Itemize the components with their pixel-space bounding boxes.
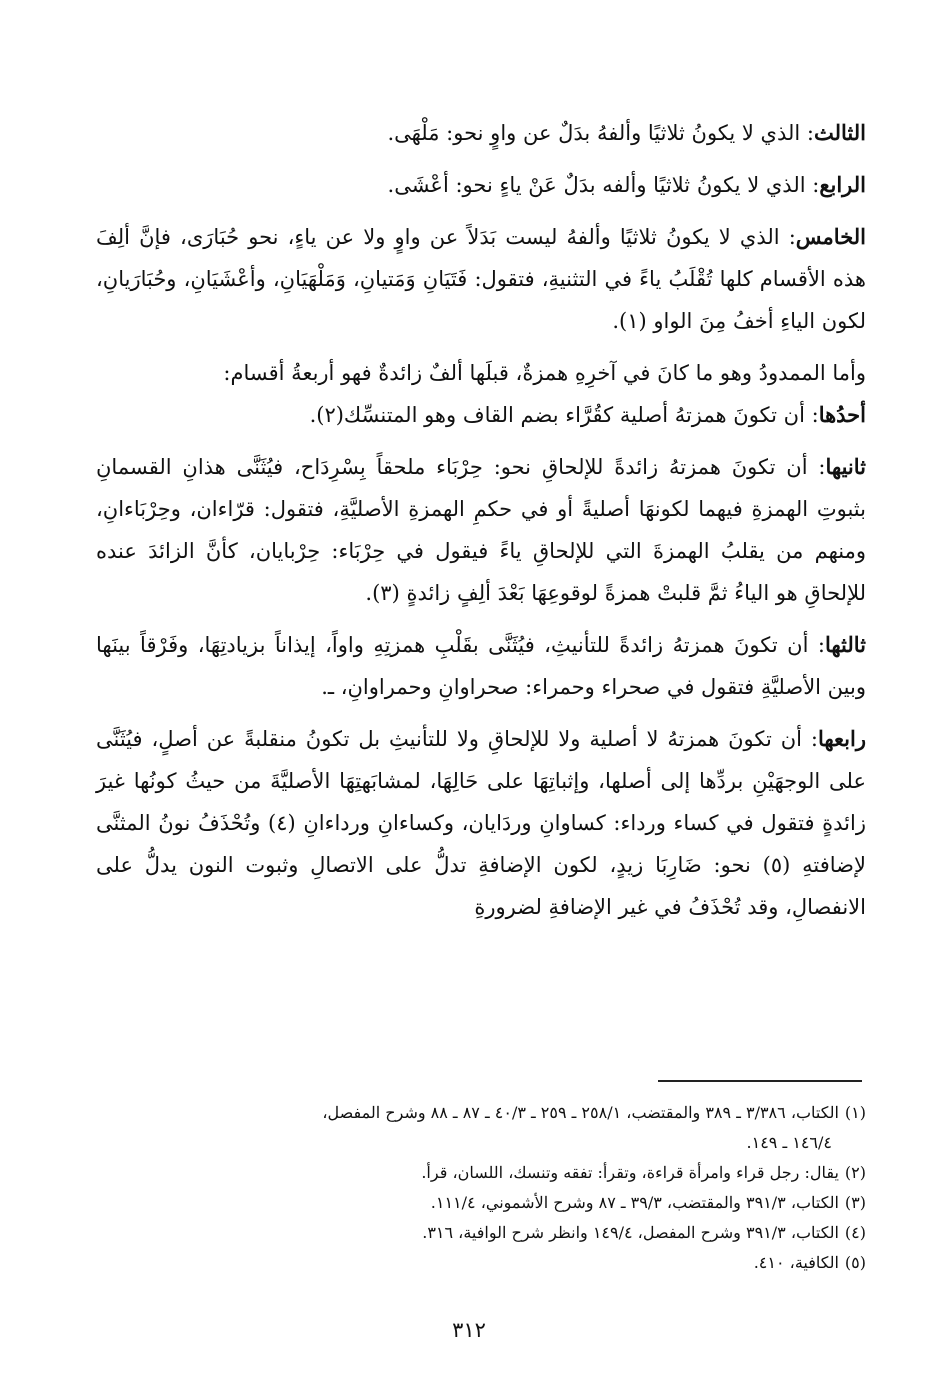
paragraph-first-type bbox=[96, 394, 866, 436]
paragraph-text: : الذي لا يكونُ ثلاثيًا وألفهُ ليست بَدَلاً عن واوٍ ولا عن ياءٍ، نحو حُبَارَى، فإنَّ ألِفَ هذه الأقسام كلها تُقْلَبُ ياءً في التثنيةِ، فتقول: فَتَيَانِ وَمَتيانِ، وَمَلْهَيَانِ، وأعْشَيَانِ، وحُبَارَيانِ، لكون الياءِ أخفُ مِنَ الواو (١). bbox=[96, 225, 866, 333]
paragraph-label: الرابع bbox=[819, 172, 866, 197]
footnote-text: الكتاب، ٣٩١/٣ والمقتضب، ٣٩/٣ ـ ٨٧ وشرح الأشموني، ١١١/٤. bbox=[430, 1193, 839, 1212]
paragraph-fourth-type bbox=[96, 718, 866, 928]
paragraph-label: أحدُها bbox=[818, 402, 866, 427]
footnote-number: (٣) bbox=[844, 1193, 866, 1212]
footnote-number: (٥) bbox=[844, 1253, 866, 1272]
page-number: ٣١٢ bbox=[452, 1318, 486, 1342]
footnote-text: الكتاب، ٣٩١/٣ وشرح المفصل، ١٤٩/٤ وانظر شرح الوافية، ٣١٦. bbox=[422, 1223, 839, 1242]
footnote-number: (٢) bbox=[844, 1163, 866, 1182]
footnote-1 bbox=[140, 1098, 866, 1128]
footnote-divider bbox=[658, 1080, 862, 1082]
paragraph-label: ثانيها bbox=[825, 454, 866, 479]
paragraph-third-type bbox=[96, 624, 866, 708]
paragraph-text: : أن تكونَ همزتهُ زائدةً للتأنيثِ، فيُثَنَّى بقَلْبِ همزتِهِ واواً، إيذاناً بزيادتِهَا، وفَرْقاً بينَها وبين الأصليَّةِ فتقول في صحراء وحمراء: صحراوانِ وحمراوانِ، ـ. bbox=[96, 633, 866, 699]
footnote-5 bbox=[140, 1248, 866, 1278]
footnote-number: (٤) bbox=[844, 1223, 866, 1242]
paragraph-text: : أن تكونَ همزتهُ لا أصلية ولا للإلحاقِ ولا للتأنيثِ بل تكونُ منقلبةً عن أصلٍ، فيُثَنَّى على الوجهَيْنِ بردِّها إلى أصلها، وإثباتِهَا على حَالِهَا، لمشابَهتِهَا الأصليَّةَ من حيثُ كونُها غيرَ زائدةٍ فتقول في كساء ورداء: كساوانِ وردَايان، وكساءانِ ورداءانِ (٤) وتُحْذَفُ نونُ المثنَّى لإضافتهِ (٥) نحو: ضَارِبَا زيدٍ، لكون الإضافةِ تدلُّ على الاتصالِ وثبوت النون يدلُّ على الانفصالِ، وقد تُحْذَفُ في غير الإضافةِ لضرورةِ bbox=[96, 727, 866, 919]
footnote-text: يقال: رجل قراء وامرأة قراءة، وتقرأ: تفقه وتنسك، اللسان، قرأ. bbox=[421, 1163, 839, 1182]
paragraph-fourth bbox=[96, 164, 866, 206]
footnote-1-continuation bbox=[140, 1128, 866, 1158]
footnote-text: الكافية، ٤١٠. bbox=[753, 1253, 839, 1272]
paragraph-second-type bbox=[96, 446, 866, 614]
footnotes bbox=[140, 1098, 866, 1278]
paragraph-text: وأما الممدودُ وهو ما كانَ في آخرِهِ همزةٌ، قبلَها ألفٌ زائدةٌ فهو أربعةُ أقسام: bbox=[223, 361, 866, 385]
footnote-text-continuation: ١٤٦/٤ ـ ١٤٩. bbox=[746, 1133, 832, 1152]
paragraph-text: : الذي لا يكونُ ثلاثيًا وألفهُ بدَلٌ عن واوٍ نحو: مَلْهَى. bbox=[387, 121, 814, 145]
paragraph-text: : أن تكونَ همزتهُ زائدةً للإلحاقِ نحو: حِرْبَاء ملحقاً بِسْرِدَاح، فيُثَنَّى هذانِ القسمانِ بثبوتِ الهمزةِ فيهما لكونهَا أصليةً أو في حكمِ الهمزةِ الأصليَّةِ، فتقول: قرّاءان، وحِرْبَاءانِ، ومنهم من يقلبُ الهمزةَ التي للإلحاقِ ياءً فيقول في حِرْبَاء: حِرْبايان، كأنَّ الزائدَ عنده للإلحاقِ هو الياءُ ثمَّ قلبتْ همزةً لوقوعِهَا بَعْدَ ألِفٍ زائدةٍ (٣). bbox=[96, 455, 866, 605]
footnote-4 bbox=[140, 1218, 866, 1248]
main-text bbox=[96, 112, 866, 928]
paragraph-label: رابعها bbox=[817, 726, 866, 751]
paragraph-label: الخامس bbox=[795, 224, 866, 249]
footnote-text: الكتاب، ٣/٣٨٦ ـ ٣٨٩ والمقتضب، ٢٥٨/١ ـ ٢٥٩ ـ ٤٠/٣ ـ ٨٧ ـ ٨٨ وشرح المفصل، bbox=[322, 1103, 839, 1122]
footnote-3 bbox=[140, 1188, 866, 1218]
paragraph-fifth bbox=[96, 216, 866, 342]
footnote-number: (١) bbox=[844, 1103, 866, 1122]
paragraph-label: ثالثها bbox=[824, 632, 866, 657]
paragraph-label: الثالث bbox=[814, 120, 866, 145]
paragraph-text: : أن تكونَ همزتهُ أصلية كقُرَّاء بضم القاف وهو المتنسِّك(٢). bbox=[309, 403, 819, 427]
paragraph-text: : الذي لا يكونُ ثلاثيًا وألفه بدَلٌ عَنْ ياءٍ نحو: أعْشَى. bbox=[387, 173, 820, 197]
footnote-2 bbox=[140, 1158, 866, 1188]
paragraph-mamdud bbox=[96, 352, 866, 394]
paragraph-third bbox=[96, 112, 866, 154]
